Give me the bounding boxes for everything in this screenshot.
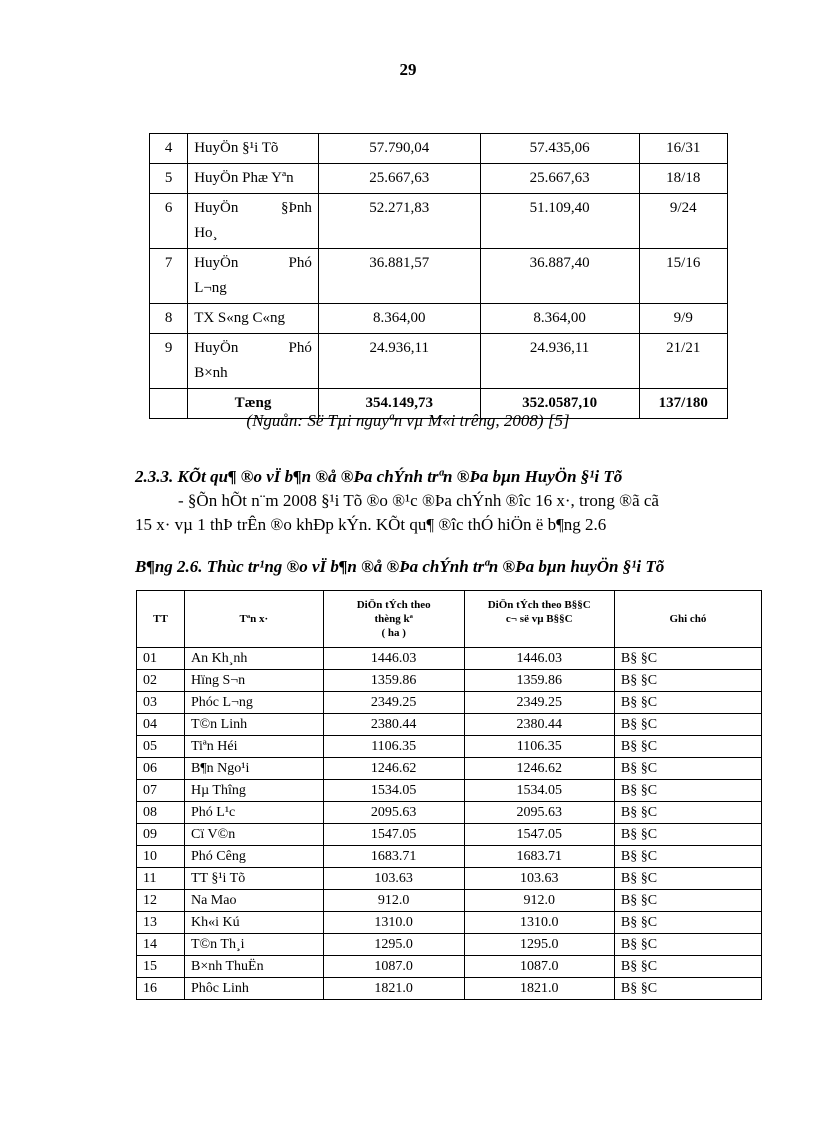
area-map: 103.63 <box>464 868 614 890</box>
area-total: 52.271,83 <box>318 194 480 249</box>
row-tt: 09 <box>137 824 185 846</box>
table-row <box>150 334 728 389</box>
commune-name: Hµ Thîng <box>184 780 323 802</box>
row-note: B§ §C <box>614 780 761 802</box>
area-stat: 2095.63 <box>323 802 464 824</box>
area-map: 912.0 <box>464 890 614 912</box>
table-caption: B¶ng 2.6. Thùc tr¹ng ®o vÏ b¶n ®å ®Þa chÝnh trªn ®Þa bµn huyÖn §¹i Tõ <box>135 557 665 576</box>
area-map: 1359.86 <box>464 670 614 692</box>
area-stat: 1310.0 <box>323 912 464 934</box>
commune-name: Tiªn Héi <box>184 736 323 758</box>
row-note: B§ §C <box>614 802 761 824</box>
commune-name: Cï V©n <box>184 824 323 846</box>
total-ratio: 137/180 <box>639 389 728 419</box>
area-stat: 1446.03 <box>323 648 464 670</box>
area-map: 2380.44 <box>464 714 614 736</box>
area-stat: 1547.05 <box>323 824 464 846</box>
row-tt: 02 <box>137 670 185 692</box>
area-stat: 1106.35 <box>323 736 464 758</box>
table-row <box>137 890 762 912</box>
district-area-table <box>149 133 728 419</box>
page-number: 29 <box>399 60 417 79</box>
commune-ratio: 21/21 <box>639 334 728 389</box>
area-map: 1446.03 <box>464 648 614 670</box>
district-name-part-b: §Þnh <box>281 200 312 216</box>
district-name-line <box>194 336 312 361</box>
district-name-part-c: Ho¸ <box>194 225 218 241</box>
table-row <box>137 758 762 780</box>
commune-name: Hïng S¬n <box>184 670 323 692</box>
row-tt: 12 <box>137 890 185 912</box>
area-stat: 1359.86 <box>323 670 464 692</box>
row-number: 4 <box>150 134 188 164</box>
row-number: 6 <box>150 194 188 249</box>
row-note: B§ §C <box>614 978 761 1000</box>
table-row <box>137 868 762 890</box>
area-stat: 1246.62 <box>323 758 464 780</box>
row-note: B§ §C <box>614 670 761 692</box>
district-name <box>188 249 319 304</box>
district-name: HuyÖn Phæ Yªn <box>188 164 319 194</box>
header-area-map-line2: c¬ së vµ B§§C <box>505 613 573 625</box>
area-map: 1106.35 <box>464 736 614 758</box>
header-note: Ghi chó <box>614 591 761 648</box>
commune-mapping-table <box>136 590 762 1000</box>
row-tt: 08 <box>137 802 185 824</box>
row-tt: 15 <box>137 956 185 978</box>
table-header-row <box>137 591 762 648</box>
district-name-line <box>194 196 312 221</box>
district-name: TX S«ng C«ng <box>188 304 319 334</box>
row-note: B§ §C <box>614 846 761 868</box>
area-map: 1295.0 <box>464 934 614 956</box>
district-name: HuyÖn §¹i Tõ <box>188 134 319 164</box>
area-total: 36.881,57 <box>318 249 480 304</box>
row-tt: 14 <box>137 934 185 956</box>
commune-name: Kh«i Kú <box>184 912 323 934</box>
header-tt: TT <box>137 591 185 648</box>
district-name <box>188 194 319 249</box>
row-tt: 13 <box>137 912 185 934</box>
total-area: 354.149,73 <box>318 389 480 419</box>
commune-name: Phó Cêng <box>184 846 323 868</box>
area-map: 2349.25 <box>464 692 614 714</box>
table-row <box>137 824 762 846</box>
area-mapped: 36.887,40 <box>480 249 639 304</box>
commune-name: Phó L¹c <box>184 802 323 824</box>
table-row <box>137 934 762 956</box>
district-name-part-c: L¬ng <box>194 280 227 296</box>
total-mapped: 352.0587,10 <box>480 389 639 419</box>
table-row <box>150 304 728 334</box>
row-tt: 07 <box>137 780 185 802</box>
row-tt: 11 <box>137 868 185 890</box>
district-name-part-c: B×nh <box>194 365 228 381</box>
commune-name: TT §¹i Tõ <box>184 868 323 890</box>
header-area-stat-line2: thèng kª <box>374 613 413 625</box>
row-tt: 06 <box>137 758 185 780</box>
area-map: 1547.05 <box>464 824 614 846</box>
commune-ratio: 18/18 <box>639 164 728 194</box>
table-row <box>137 670 762 692</box>
table-source-note: (Nguån: Së Tµi nguyªn vµ M«i trêng, 2008) [5] <box>246 411 570 430</box>
area-map: 1310.0 <box>464 912 614 934</box>
commune-ratio: 9/24 <box>639 194 728 249</box>
row-tt: 16 <box>137 978 185 1000</box>
area-mapped: 25.667,63 <box>480 164 639 194</box>
header-name: Tªn x· <box>184 591 323 648</box>
area-total: 25.667,63 <box>318 164 480 194</box>
table-row <box>137 692 762 714</box>
area-map: 1683.71 <box>464 846 614 868</box>
row-note: B§ §C <box>614 714 761 736</box>
area-map: 2095.63 <box>464 802 614 824</box>
area-total: 24.936,11 <box>318 334 480 389</box>
row-number: 7 <box>150 249 188 304</box>
header-area-map-line1: DiÖn tÝch theo B§§C <box>487 599 591 611</box>
table-row <box>137 978 762 1000</box>
area-stat: 1087.0 <box>323 956 464 978</box>
table-row <box>150 134 728 164</box>
commune-ratio: 15/16 <box>639 249 728 304</box>
row-number: 9 <box>150 334 188 389</box>
area-map: 1534.05 <box>464 780 614 802</box>
area-stat: 2380.44 <box>323 714 464 736</box>
area-mapped: 57.435,06 <box>480 134 639 164</box>
district-name-line <box>194 251 312 276</box>
table-row <box>137 736 762 758</box>
row-tt: 05 <box>137 736 185 758</box>
row-note: B§ §C <box>614 868 761 890</box>
table-row <box>150 194 728 249</box>
row-tt: 04 <box>137 714 185 736</box>
row-number: 8 <box>150 304 188 334</box>
section-heading: 2.3.3. KÕt qu¶ ®o vÏ b¶n ®å ®Þa chÝnh trªn ®Þa bµn HuyÖn §¹i Tõ <box>135 467 623 486</box>
area-total: 8.364,00 <box>318 304 480 334</box>
area-mapped: 51.109,40 <box>480 194 639 249</box>
total-label: Tæng <box>188 389 319 419</box>
commune-name: Phóc L¬ng <box>184 692 323 714</box>
table-row <box>137 846 762 868</box>
area-mapped: 24.936,11 <box>480 334 639 389</box>
table-row <box>137 780 762 802</box>
area-map: 1246.62 <box>464 758 614 780</box>
area-map: 1087.0 <box>464 956 614 978</box>
district-name-part-a: HuyÖn <box>194 200 239 216</box>
table-row <box>150 249 728 304</box>
area-stat: 912.0 <box>323 890 464 912</box>
district-name-part-a: HuyÖn <box>194 255 239 271</box>
district-name-part-b: Phó <box>288 255 312 271</box>
row-note: B§ §C <box>614 824 761 846</box>
area-stat: 1821.0 <box>323 978 464 1000</box>
commune-name: Na Mao <box>184 890 323 912</box>
area-stat: 2349.25 <box>323 692 464 714</box>
area-map: 1821.0 <box>464 978 614 1000</box>
paragraph-line-2: 15 x· vµ 1 thÞ trÊn ®o khÐp kÝn. KÕt qu¶ ®îc thÓ hiÖn ë b¶ng 2.6 <box>135 515 607 534</box>
commune-name: Phôc Linh <box>184 978 323 1000</box>
district-name-part-b: Phó <box>288 340 312 356</box>
district-name-part-a: HuyÖn <box>194 340 239 356</box>
area-stat: 1683.71 <box>323 846 464 868</box>
row-note: B§ §C <box>614 736 761 758</box>
row-number: 5 <box>150 164 188 194</box>
row-note: B§ §C <box>614 648 761 670</box>
district-name <box>188 334 319 389</box>
row-note: B§ §C <box>614 934 761 956</box>
area-total: 57.790,04 <box>318 134 480 164</box>
header-area-stat <box>323 591 464 648</box>
table-row <box>137 956 762 978</box>
area-stat: 1295.0 <box>323 934 464 956</box>
paragraph-line-1: - §Õn hÕt n¨m 2008 §¹i Tõ ®o ®¹c ®Þa chÝnh ®îc 16 x·, trong ®ã cã <box>178 491 659 510</box>
header-area-stat-line1: DiÖn tÝch theo <box>356 599 431 611</box>
area-stat: 1534.05 <box>323 780 464 802</box>
commune-name: B¶n Ngo¹i <box>184 758 323 780</box>
commune-ratio: 9/9 <box>639 304 728 334</box>
row-note: B§ §C <box>614 890 761 912</box>
area-mapped: 8.364,00 <box>480 304 639 334</box>
row-tt: 01 <box>137 648 185 670</box>
row-note: B§ §C <box>614 956 761 978</box>
row-tt: 03 <box>137 692 185 714</box>
table-row <box>137 912 762 934</box>
commune-name: B×nh ThuËn <box>184 956 323 978</box>
commune-name: T©n Linh <box>184 714 323 736</box>
commune-name: An Kh¸nh <box>184 648 323 670</box>
commune-name: T©n Th¸i <box>184 934 323 956</box>
commune-ratio: 16/31 <box>639 134 728 164</box>
row-tt: 10 <box>137 846 185 868</box>
area-stat: 103.63 <box>323 868 464 890</box>
table-row <box>137 802 762 824</box>
row-note: B§ §C <box>614 758 761 780</box>
row-note: B§ §C <box>614 912 761 934</box>
row-note: B§ §C <box>614 692 761 714</box>
header-area-stat-line3: ( ha ) <box>381 627 406 639</box>
table-row <box>137 714 762 736</box>
table-row <box>137 648 762 670</box>
table-row <box>150 164 728 194</box>
header-area-map <box>464 591 614 648</box>
